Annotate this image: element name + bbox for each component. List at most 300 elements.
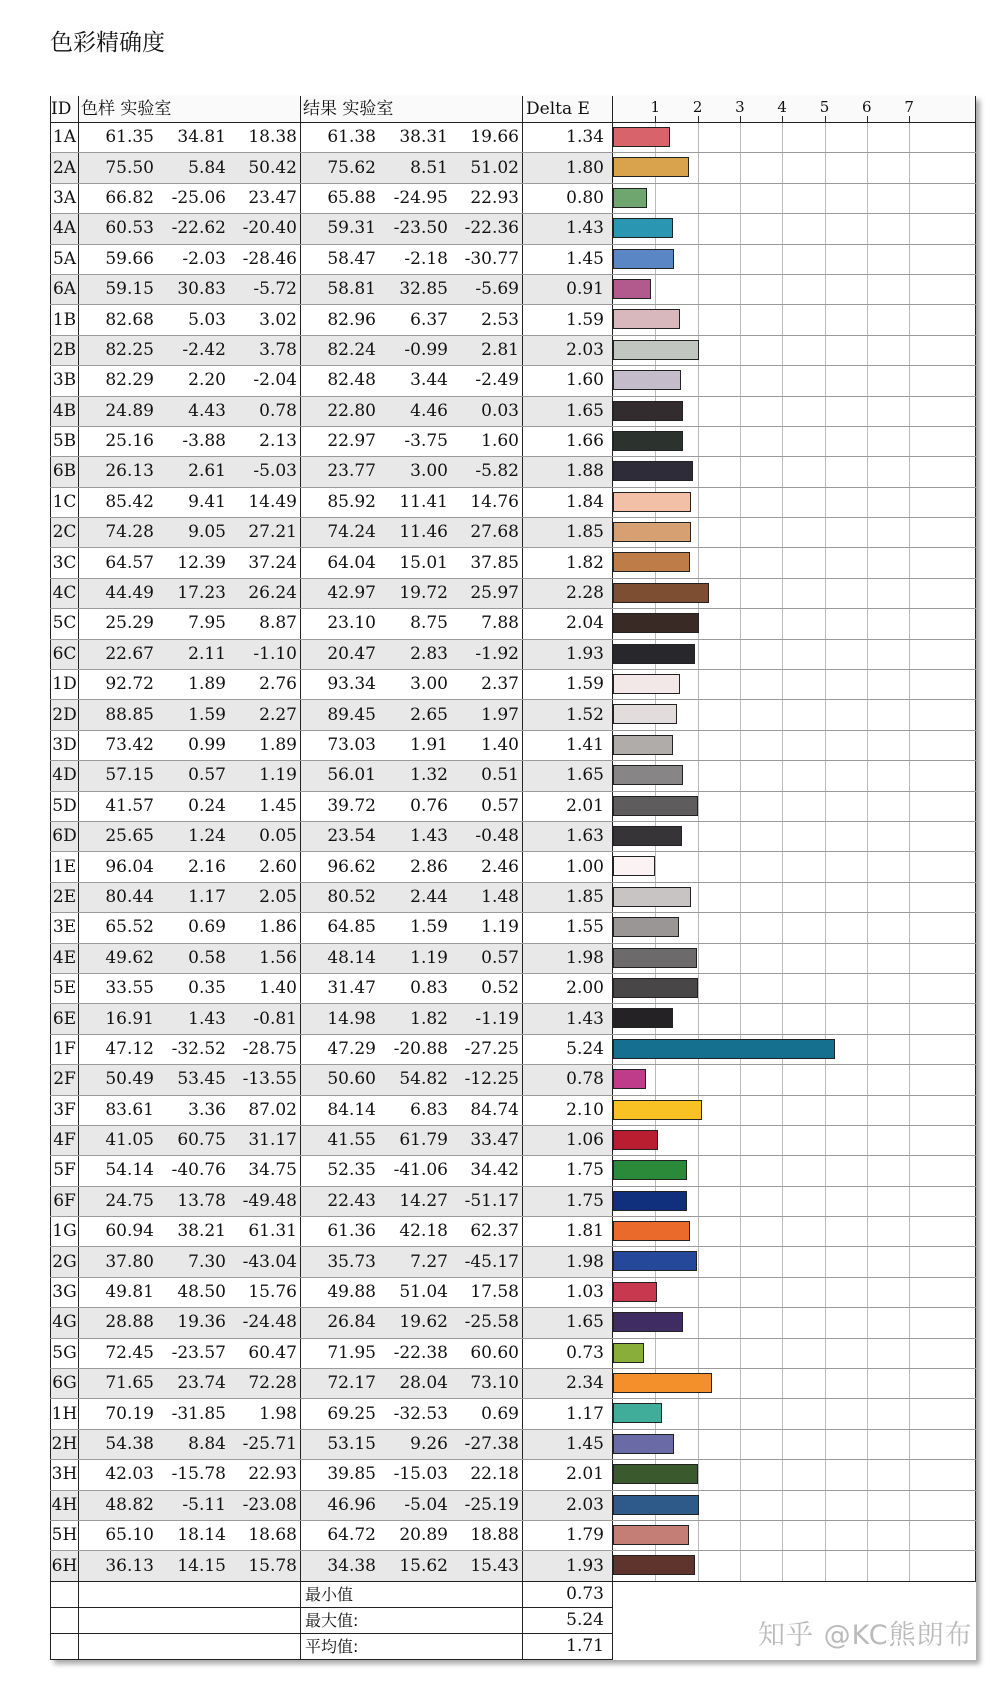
gridline (698, 123, 699, 152)
gridline (782, 792, 783, 821)
result-lab-value: -12.25 (451, 1065, 523, 1095)
sample-lab-value: 3.36 (157, 1095, 229, 1125)
gridline (909, 913, 910, 942)
bar-cell (613, 1065, 976, 1095)
bar-cell (613, 123, 976, 153)
gridline (698, 1126, 699, 1155)
delta-e-value: 1.43 (523, 214, 613, 244)
gridline (698, 153, 699, 182)
sample-lab-value: -20.40 (229, 214, 301, 244)
result-lab-value: 41.55 (301, 1125, 380, 1155)
bar-cell (613, 335, 976, 365)
sample-lab-value: 61.31 (229, 1217, 301, 1247)
gridline (698, 731, 699, 760)
result-lab-value: 2.86 (379, 852, 451, 882)
bar-3A (613, 188, 647, 208)
sample-lab-value: 92.72 (79, 670, 158, 700)
gridline (782, 1278, 783, 1307)
gridline (698, 670, 699, 699)
sample-lab-value: 82.25 (79, 335, 158, 365)
gridline (740, 792, 741, 821)
sample-lab-value: 71.65 (79, 1369, 158, 1399)
result-lab-value: 19.62 (379, 1308, 451, 1338)
result-lab-value: 1.91 (379, 730, 451, 760)
gridline (867, 153, 868, 182)
bar-1F (613, 1039, 835, 1059)
sample-lab-value: 73.42 (79, 730, 158, 760)
sample-lab-value: 72.28 (229, 1369, 301, 1399)
sample-lab-value: 49.62 (79, 943, 158, 973)
result-lab-value: 0.03 (451, 396, 523, 426)
gridline (825, 913, 826, 942)
gridline (825, 1491, 826, 1520)
bar-3D (613, 735, 673, 755)
result-lab-value: 38.31 (379, 123, 451, 153)
gridline (782, 1551, 783, 1580)
gridline (909, 1096, 910, 1125)
axis-tick-label: 4 (777, 98, 787, 116)
result-lab-value: 85.92 (301, 487, 380, 517)
footer-empty (51, 1607, 79, 1633)
watermark: 知乎 @KC熊朗布 (758, 1620, 973, 1651)
result-lab-value: 23.10 (301, 609, 380, 639)
sample-lab-value: -13.55 (229, 1065, 301, 1095)
result-lab-value: 58.47 (301, 244, 380, 274)
gridline (782, 1004, 783, 1033)
bar-6C (613, 644, 695, 664)
result-lab-value: 96.62 (301, 852, 380, 882)
table-row (51, 1156, 976, 1186)
bar-cell (613, 609, 976, 639)
row-id: 2E (51, 882, 79, 912)
sample-lab-value: -25.71 (229, 1429, 301, 1459)
delta-e-value: 2.01 (523, 791, 613, 821)
sample-lab-value: 27.21 (229, 518, 301, 548)
gridline (825, 427, 826, 456)
result-lab-value: -2.18 (379, 244, 451, 274)
result-lab-value: -3.75 (379, 426, 451, 456)
delta-e-value: 1.88 (523, 457, 613, 487)
gridline (909, 1430, 910, 1459)
result-lab-value: 11.41 (379, 487, 451, 517)
sample-lab-value: 0.99 (157, 730, 229, 760)
gridline (782, 548, 783, 577)
row-id: 6C (51, 639, 79, 669)
row-id: 1A (51, 123, 79, 153)
gridline (867, 1004, 868, 1033)
footer-empty (79, 1581, 301, 1607)
result-lab-value: 64.04 (301, 548, 380, 578)
bar-4H (613, 1495, 699, 1515)
gridline (867, 609, 868, 638)
table-row (51, 1369, 976, 1399)
footer-min-row (51, 1581, 976, 1607)
gridline (909, 761, 910, 790)
gridline (909, 1035, 910, 1064)
result-lab-value: 73.10 (451, 1369, 523, 1399)
gridline (782, 245, 783, 274)
table-row (51, 1520, 976, 1550)
gridline (698, 913, 699, 942)
gridline (909, 1126, 910, 1155)
result-lab-value: 27.68 (451, 518, 523, 548)
gridline (825, 184, 826, 213)
sample-lab-value: 1.45 (229, 791, 301, 821)
gridline (909, 1491, 910, 1520)
sample-lab-value: 9.41 (157, 487, 229, 517)
gridline (740, 883, 741, 912)
gridline (867, 1217, 868, 1246)
gridline (782, 1217, 783, 1246)
max-value: 5.24 (523, 1607, 613, 1633)
sample-lab-value: -0.81 (229, 1004, 301, 1034)
table-row (51, 183, 976, 213)
gridline (867, 852, 868, 881)
header-result: 结果 实验室 (301, 96, 523, 123)
result-lab-value: -15.03 (379, 1460, 451, 1490)
row-id: 2F (51, 1065, 79, 1095)
gridline (825, 1551, 826, 1580)
gridline (867, 1278, 868, 1307)
delta-e-value: 1.55 (523, 913, 613, 943)
delta-e-value: 1.65 (523, 761, 613, 791)
bar-cell (613, 882, 976, 912)
delta-e-value: 1.59 (523, 305, 613, 335)
gridline (825, 792, 826, 821)
sample-lab-value: 50.42 (229, 153, 301, 183)
delta-e-value: 2.03 (523, 1490, 613, 1520)
bar-cell (613, 1004, 976, 1034)
result-lab-value: 3.00 (379, 457, 451, 487)
delta-e-value: 1.85 (523, 518, 613, 548)
result-lab-value: 7.27 (379, 1247, 451, 1277)
gridline (909, 731, 910, 760)
result-lab-value: -5.04 (379, 1490, 451, 1520)
gridline (909, 1399, 910, 1428)
bar-cell (613, 943, 976, 973)
table-row (51, 335, 976, 365)
delta-e-value: 1.98 (523, 943, 613, 973)
gridline (825, 579, 826, 608)
bar-4F (613, 1130, 658, 1150)
bar-cell (613, 1156, 976, 1186)
sample-lab-value: 25.16 (79, 426, 158, 456)
row-id: 4G (51, 1308, 79, 1338)
bar-2D (613, 704, 677, 724)
sample-lab-value: -15.78 (157, 1460, 229, 1490)
bar-cell (613, 821, 976, 851)
gridline (909, 518, 910, 547)
result-lab-value: 59.31 (301, 214, 380, 244)
sample-lab-value: 41.05 (79, 1125, 158, 1155)
delta-e-value: 1.66 (523, 426, 613, 456)
sample-lab-value: 18.14 (157, 1520, 229, 1550)
bar-3B (613, 370, 681, 390)
result-lab-value: -1.92 (451, 639, 523, 669)
delta-e-value: 2.04 (523, 609, 613, 639)
bar-1G (613, 1221, 690, 1241)
result-lab-value: -0.48 (451, 821, 523, 851)
gridline (740, 457, 741, 486)
gridline (698, 852, 699, 881)
gridline (909, 640, 910, 669)
bar-cell (613, 457, 976, 487)
result-lab-value: 6.83 (379, 1095, 451, 1125)
result-lab-value: -22.36 (451, 214, 523, 244)
sample-lab-value: 96.04 (79, 852, 158, 882)
gridline (782, 397, 783, 426)
bar-cell (613, 578, 976, 608)
sample-lab-value: 16.91 (79, 1004, 158, 1034)
row-id: 5E (51, 973, 79, 1003)
row-id: 1H (51, 1399, 79, 1429)
gridline (740, 1491, 741, 1520)
gridline (740, 761, 741, 790)
gridline (867, 640, 868, 669)
table-row (51, 123, 976, 153)
row-id: 6E (51, 1004, 79, 1034)
bar-2A (613, 157, 689, 177)
bar-5B (613, 431, 683, 451)
result-lab-value: 3.44 (379, 366, 451, 396)
result-lab-value: 4.46 (379, 396, 451, 426)
sample-lab-value: 8.84 (157, 1429, 229, 1459)
sample-lab-value: 2.16 (157, 852, 229, 882)
sample-lab-value: -25.06 (157, 183, 229, 213)
gridline (740, 1339, 741, 1368)
gridline (740, 1399, 741, 1428)
table-row (51, 518, 976, 548)
delta-e-value: 2.10 (523, 1095, 613, 1125)
delta-e-value: 1.81 (523, 1217, 613, 1247)
gridline (867, 944, 868, 973)
avg-label: 平均值: (301, 1633, 523, 1659)
bar-cell (613, 1338, 976, 1368)
sample-lab-value: 48.82 (79, 1490, 158, 1520)
gridline (782, 1491, 783, 1520)
gridline (740, 275, 741, 304)
gridline (698, 1187, 699, 1216)
axis-tick-label: 5 (819, 98, 830, 116)
result-lab-value: 1.97 (451, 700, 523, 730)
sample-lab-value: 7.30 (157, 1247, 229, 1277)
gridline (698, 1551, 699, 1580)
sample-lab-value: 57.15 (79, 761, 158, 791)
row-id: 3F (51, 1095, 79, 1125)
footer-blank (613, 1581, 976, 1607)
row-id: 5D (51, 791, 79, 821)
gridline (825, 397, 826, 426)
delta-e-value: 1.79 (523, 1520, 613, 1550)
sample-lab-value: -23.57 (157, 1338, 229, 1368)
sample-lab-value: 0.05 (229, 821, 301, 851)
gridline (782, 731, 783, 760)
result-lab-value: 14.98 (301, 1004, 380, 1034)
delta-e-value: 1.06 (523, 1125, 613, 1155)
gridline (867, 1035, 868, 1064)
max-label: 最大值: (301, 1607, 523, 1633)
sample-lab-value: -49.48 (229, 1186, 301, 1216)
gridline (698, 1430, 699, 1459)
sample-lab-value: 22.93 (229, 1460, 301, 1490)
gridline (740, 670, 741, 699)
table-row (51, 1399, 976, 1429)
row-id: 5F (51, 1156, 79, 1186)
gridline (909, 700, 910, 729)
bar-cell (613, 183, 976, 213)
gridline (740, 305, 741, 334)
result-lab-value: 51.04 (379, 1277, 451, 1307)
result-lab-value: 2.65 (379, 700, 451, 730)
gridline (867, 1096, 868, 1125)
gridline (909, 1460, 910, 1489)
table-row (51, 1490, 976, 1520)
result-lab-value: -1.19 (451, 1004, 523, 1034)
table-row (51, 1308, 976, 1338)
gridline (782, 457, 783, 486)
bar-cell (613, 366, 976, 396)
gridline (909, 153, 910, 182)
sample-lab-value: 50.49 (79, 1065, 158, 1095)
row-id: 6H (51, 1551, 79, 1581)
row-id: 4D (51, 761, 79, 791)
result-lab-value: 1.59 (379, 913, 451, 943)
row-id: 1C (51, 487, 79, 517)
gridline (782, 1430, 783, 1459)
table-row (51, 1095, 976, 1125)
table-row (51, 1125, 976, 1155)
gridline (867, 1430, 868, 1459)
row-id: 5H (51, 1520, 79, 1550)
table-row (51, 487, 976, 517)
bar-6D (613, 826, 682, 846)
bar-cell (613, 1308, 976, 1338)
gridline (655, 852, 656, 881)
sample-lab-value: 54.14 (79, 1156, 158, 1186)
result-lab-value: -51.17 (451, 1186, 523, 1216)
result-lab-value: 31.47 (301, 973, 380, 1003)
result-lab-value: 11.46 (379, 518, 451, 548)
result-lab-value: 93.34 (301, 670, 380, 700)
gridline (782, 214, 783, 243)
sample-lab-value: 1.98 (229, 1399, 301, 1429)
axis-tick-label: 1 (650, 98, 661, 116)
result-lab-value: 72.17 (301, 1369, 380, 1399)
table-row (51, 1338, 976, 1368)
result-lab-value: 0.83 (379, 973, 451, 1003)
gridline (867, 518, 868, 547)
delta-e-value: 1.85 (523, 882, 613, 912)
row-id: 4H (51, 1490, 79, 1520)
sample-lab-value: -1.10 (229, 639, 301, 669)
sample-lab-value: 1.19 (229, 761, 301, 791)
sample-lab-value: 7.95 (157, 609, 229, 639)
delta-e-value: 1.75 (523, 1186, 613, 1216)
sample-lab-value: 60.94 (79, 1217, 158, 1247)
gridline (867, 913, 868, 942)
gridline (867, 1339, 868, 1368)
gridline (698, 883, 699, 912)
gridline (782, 336, 783, 365)
gridline (782, 1126, 783, 1155)
gridline (909, 184, 910, 213)
footer-empty (79, 1633, 301, 1659)
table-row (51, 1277, 976, 1307)
sample-lab-value: 75.50 (79, 153, 158, 183)
result-lab-value: -5.69 (451, 274, 523, 304)
table-row (51, 1460, 976, 1490)
gridline (825, 1278, 826, 1307)
sample-lab-value: 26.13 (79, 457, 158, 487)
bar-5F (613, 1160, 687, 1180)
gridline (698, 1004, 699, 1033)
gridline (782, 700, 783, 729)
result-lab-value: 47.29 (301, 1034, 380, 1064)
result-lab-value: 3.00 (379, 670, 451, 700)
row-id: 3E (51, 913, 79, 943)
bar-cell (613, 1186, 976, 1216)
sample-lab-value: 38.21 (157, 1217, 229, 1247)
sample-lab-value: 1.89 (157, 670, 229, 700)
gridline (782, 761, 783, 790)
gridline (782, 913, 783, 942)
bar-6A (613, 279, 651, 299)
sample-lab-value: 3.02 (229, 305, 301, 335)
bar-2H (613, 1434, 674, 1454)
gridline (782, 427, 783, 456)
sample-lab-value: 0.24 (157, 791, 229, 821)
gridline (825, 1308, 826, 1337)
gridline (698, 1399, 699, 1428)
delta-e-value: 1.59 (523, 670, 613, 700)
result-lab-value: 2.53 (451, 305, 523, 335)
bar-3E (613, 917, 679, 937)
bar-2C (613, 522, 691, 542)
gridline (825, 488, 826, 517)
gridline (782, 184, 783, 213)
axis-tick-mark (698, 116, 699, 122)
gridline (909, 305, 910, 334)
bar-cell (613, 1429, 976, 1459)
table-row (51, 1217, 976, 1247)
table-row (51, 1247, 976, 1277)
gridline (740, 1369, 741, 1398)
sample-lab-value: 37.24 (229, 548, 301, 578)
bar-cell (613, 1247, 976, 1277)
result-lab-value: -41.06 (379, 1156, 451, 1186)
gridline (825, 852, 826, 881)
row-id: 4B (51, 396, 79, 426)
table-row (51, 943, 976, 973)
gridline (825, 457, 826, 486)
result-lab-value: 1.60 (451, 426, 523, 456)
sample-lab-value: 15.76 (229, 1277, 301, 1307)
sample-lab-value: 34.75 (229, 1156, 301, 1186)
gridline (698, 548, 699, 577)
result-lab-value: 19.66 (451, 123, 523, 153)
sample-lab-value: 4.43 (157, 396, 229, 426)
gridline (825, 153, 826, 182)
result-lab-value: -27.25 (451, 1034, 523, 1064)
bar-1A (613, 127, 670, 147)
gridline (740, 1521, 741, 1550)
result-lab-value: 19.72 (379, 578, 451, 608)
result-lab-value: 42.18 (379, 1217, 451, 1247)
result-lab-value: 15.01 (379, 548, 451, 578)
gridline (825, 1126, 826, 1155)
gridline (909, 1156, 910, 1185)
gridline (909, 214, 910, 243)
